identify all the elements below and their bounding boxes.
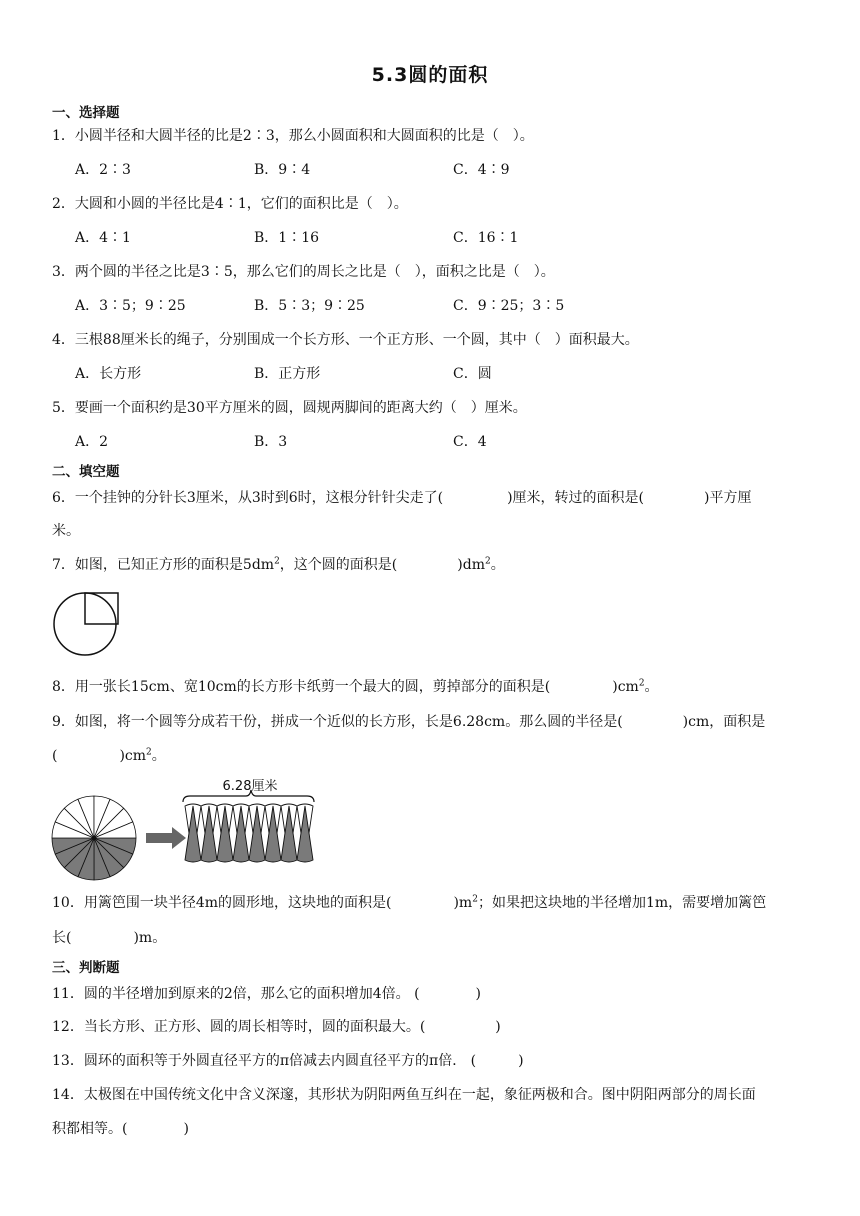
q10-text-4: 长( xyxy=(52,930,72,946)
q5-option-a: A．2 xyxy=(75,434,109,450)
question-12: 12．当长方形、正方形、圆的周长相等时，圆的面积最大。( ) xyxy=(52,1019,501,1035)
question-9-continued xyxy=(52,746,166,766)
q10-text-2: )m xyxy=(453,895,473,911)
q8-text-3: 。 xyxy=(644,679,659,695)
question-10 xyxy=(52,893,766,913)
q7-text-4: 。 xyxy=(490,557,505,573)
q10-superscript: 2 xyxy=(472,894,478,905)
q2-option-a: A．4∶1 xyxy=(75,230,131,246)
rearranged-rectangle xyxy=(185,804,313,862)
q8-text-2: )cm xyxy=(612,679,639,695)
question-10-continued xyxy=(52,928,166,948)
page-title: 5.3圆的面积 xyxy=(371,64,489,86)
q7-superscript-2: 2 xyxy=(484,556,491,567)
q3-option-a: A．3∶5；9∶25 xyxy=(75,298,186,314)
q10-text-1: 10．用篱笆围一块半径4m的圆形地，这块地的面积是( xyxy=(52,895,392,911)
q7-text-1: 7．如图，已知正方形的面积是5dm xyxy=(52,557,275,573)
q6-text-2: )厘米，转过的面积是( xyxy=(507,490,645,506)
question-1: 1．小圆半径和大圆半径的比是2∶3，那么小圆面积和大圆面积的比是（ ）。 xyxy=(52,128,534,144)
q4-option-b: B．正方形 xyxy=(254,366,321,382)
q9-text-4: )cm xyxy=(119,748,147,764)
q2-option-b: B．1∶16 xyxy=(254,230,320,246)
question-8 xyxy=(52,677,659,697)
divided-circle xyxy=(52,796,136,880)
q6-text-3: )平方厘 xyxy=(704,490,752,506)
q9-text-2: )cm，面积是 xyxy=(682,714,766,730)
question-7 xyxy=(52,555,505,575)
circle-to-rectangle-figure xyxy=(50,774,330,884)
q5-option-c: C．4 xyxy=(453,434,487,450)
q1-option-b: B．9∶4 xyxy=(254,162,311,178)
q8-text-1: 8．用一张长15cm、宽10cm的长方形卡纸剪一个最大的圆，剪掉部分的面积是( xyxy=(52,679,551,695)
q7-superscript-1: 2 xyxy=(274,556,280,567)
q1-option-c: C．4∶9 xyxy=(453,162,510,178)
question-9 xyxy=(52,712,765,732)
question-3: 3．两个圆的半径之比是3∶5，那么它们的周长之比是（ ），面积之比是（ ）。 xyxy=(52,264,555,280)
q4-option-c: C．圆 xyxy=(453,366,492,382)
question-14: 14．太极图在中国传统文化中含义深邃，其形状为阴阳两鱼互纠在一起，象征两极和合。图中阴阳两部分的周长面 xyxy=(52,1087,756,1103)
circle-square-figure xyxy=(52,592,122,660)
q4-option-a: A．长方形 xyxy=(75,366,142,382)
section-heading-choice: 一、选择题 xyxy=(52,105,120,121)
q2-option-c: C．16∶1 xyxy=(453,230,519,246)
q9-text-3: ( xyxy=(52,748,58,764)
q1-option-a: A．2∶3 xyxy=(75,162,131,178)
q3-option-c: C．9∶25；3∶5 xyxy=(453,298,565,314)
q9-text-5: 。 xyxy=(151,748,166,764)
question-4: 4．三根88厘米长的绳子，分别围成一个长方形、一个正方形、一个圆，其中（ ）面积最大。 xyxy=(52,332,639,348)
q10-text-3: ；如果把这块地的半径增加1m，需要增加篱笆 xyxy=(477,895,767,911)
q7-text-3: )dm xyxy=(457,557,485,573)
question-13: 13．圆环的面积等于外圆直径平方的π倍减去内圆直径平方的π倍． ( ) xyxy=(52,1053,524,1069)
q10-text-5: )m。 xyxy=(133,930,167,946)
q8-superscript: 2 xyxy=(638,678,645,689)
question-5: 5．要画一个面积约是30平方厘米的圆，圆规两脚间的距离大约（ ）厘米。 xyxy=(52,400,527,416)
q7-text-2: ，这个圆的面积是( xyxy=(279,557,398,573)
question-2: 2．大圆和小圆的半径比是4∶1，它们的面积比是（ ）。 xyxy=(52,196,408,212)
q5-option-b: B．3 xyxy=(254,434,288,450)
section-heading-judge: 三、判断题 xyxy=(52,960,120,976)
question-6-continued: 米。 xyxy=(52,523,80,539)
question-11: 11．圆的半径增加到原来的2倍，那么它的面积增加4倍。 ( ) xyxy=(52,986,482,1002)
section-heading-fill: 二、填空题 xyxy=(52,464,120,480)
q9-superscript: 2 xyxy=(146,747,152,758)
question-6 xyxy=(52,488,752,508)
length-label: 6.28厘米 xyxy=(222,779,278,794)
arrow-icon xyxy=(146,827,186,849)
q6-text-1: 6．一个挂钟的分针长3厘米，从3时到6时，这根分针针尖走了( xyxy=(52,490,444,506)
question-14-continued: 积都相等。( ) xyxy=(52,1121,189,1137)
q3-option-b: B．5∶3；9∶25 xyxy=(254,298,365,314)
q9-text-1: 9．如图，将一个圆等分成若干份，拼成一个近似的长方形，长是6.28cm。那么圆的半径是( xyxy=(52,714,623,730)
